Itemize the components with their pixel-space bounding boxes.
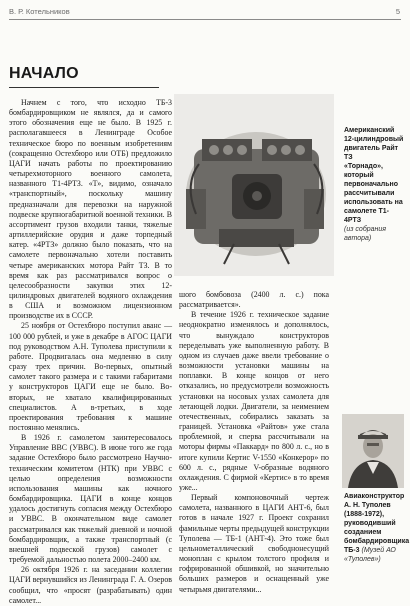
tupolev-portrait-photo — [342, 414, 404, 488]
body-column-left — [9, 98, 172, 606]
running-header-author: В. Р. Котельников — [9, 7, 70, 16]
paragraph: 26 октября 1926 г. на заседании коллегии ЦАГИ вернувшийся из Ленинграда Г. А. Озеров сообщил, что «просят (разрабатывать) один самолет... — [9, 565, 172, 605]
caption-line: Американский — [344, 127, 395, 134]
header-rule — [9, 19, 401, 20]
caption-line: руководивший — [344, 520, 396, 527]
paragraph: В 1926 г. самолетом заинтересовалось Управление ВВС (УВВС). В июне того же года задание Остехбюро было рассмотрено Научно-техническим комитетом (НТК) при УВВС с целью определения возможности использования машины как ночного бомбардировщика. ЦАГИ в конце концов удалось достигнуть согласия между Остехбюро и УВВС. В окончательном виде самолет рассматривался как тяжелый дневной и ночной бомбардировщик, а также транспортный (с внешней подвеской грузов) самолет с требуемой дальностью полета 2000–2400 км. — [9, 433, 172, 565]
caption-line: двигатель Райт ТЗ — [344, 145, 399, 161]
caption-line: А. Н. Туполев — [344, 502, 391, 509]
portrait-illustration — [342, 414, 404, 488]
caption-line: бомбардировщика — [344, 538, 410, 545]
body-column-right — [179, 290, 329, 595]
caption-line: самолете Т1-4РТЗ — [344, 208, 389, 224]
engine-photo — [174, 94, 334, 276]
caption-line: созданием — [344, 529, 382, 536]
caption-line: 12-цилиндровый — [344, 136, 404, 143]
paragraph: Первый компоновочный чертеж самолета, названного в ЦАГИ АНТ-6, был готов в начале 1927 г. Проект сохранил фамильные черты предыдущей конструкции Туполева — ТБ-1 (АНТ-4). Это тоже был цельнометаллический свободнонесущий моноплан с крылом толстого профиля и гофрированной обшивкой, но значительно больших размеров и оснащенный уже четырьмя двигателями... — [179, 493, 329, 594]
paragraph: шого бомбовоза (2400 л. с.) пока рассматривается». — [179, 290, 329, 310]
caption-source: (из собрания автора) — [344, 226, 387, 242]
caption-line: использовать на — [344, 199, 403, 206]
paragraph: 25 ноября от Остехбюро поступил аванс — 100 000 рублей, и уже в декабре в АГОС ЦАГИ под руководством А.Н. Туполева приступили к работе. Продвигалась она медленно в силу сразу трех причин. Во-первых, опытный самолет такого размера и с такими габаритами у конструкторов ЦАГИ еще не было. Во-вторых, не хватало квалифицированных специалистов. А в-третьих, в ходе проектирования требования к машине постоянно менялись. — [9, 321, 172, 432]
caption-line: рассчитывали — [344, 190, 395, 197]
paragraph: В течение 1926 г. техническое задание неоднократно изменялось и дополнялось, что вынуждало конструкторов переделывать уже выполненную работу. В одном из случаев даже ввели требование о возможности установки машины на поплавки. В конце концов от него отказались, но предусмотрели возможность установки на носовых узлах самолета для летающей лодки. Двигатели, за неимением отечественных, собирались заказать за границей. Установка «Райтов» уже стала проблемной, и сперва рассчитывали на моторы фирмы «Паккард» по 800 л. с., но в итоге купили Кертис V-1550 «Конкерор» по 600 л. с., рядные V-образные водяного охлаждения. С фирмой «Кертис» в то время уже... — [179, 310, 329, 492]
caption-line: Авиаконструктор — [344, 493, 405, 500]
caption-line: «Торнадо», который — [344, 163, 383, 179]
engine-illustration — [174, 94, 334, 276]
caption-line: первоначально — [344, 181, 399, 188]
paragraph: Начнем с того, что исходно ТБ-3 бомбардировщиком не являлся, да и самого этого обозначения еще не было. В 1925 г. располагавшееся в Ленинграде Особое техническое бюро по военным изобретениям (сокращенно Остехбюро или ОТБ) предложило ЦАГИ начать работы по проектированию четырехмоторного военного самолета, названного Т1-4РТЗ. «Т», видимо, означало «транспортный», поскольку машину предназначали для перевозки на наружной подвеске крупногабаритной военной техники. В ассортимент грузов входили танки, тяжелые артиллерийские орудия и даже торпедный катер. «4РТЗ» должно было показать, что на самолете первоначально хотели поставить четыре американских мотора Райт ТЗ. В то время как раз рассматривался вопрос о целесообразности закупки этих 12-цилиндровых двигателей водяного охлаждения в США и возможном лицензионном производстве их в СССР. — [9, 98, 172, 321]
section-title: НАЧАЛО — [9, 65, 79, 82]
section-title-rule — [9, 87, 159, 88]
engine-photo-caption — [344, 126, 406, 243]
caption-source: (Музей АО «Туполев») — [344, 547, 396, 563]
caption-line: (1888-1972), — [344, 511, 385, 518]
page-number: 5 — [395, 7, 400, 16]
caption-line: ТБ-3 — [344, 547, 360, 554]
portrait-caption — [344, 492, 410, 564]
